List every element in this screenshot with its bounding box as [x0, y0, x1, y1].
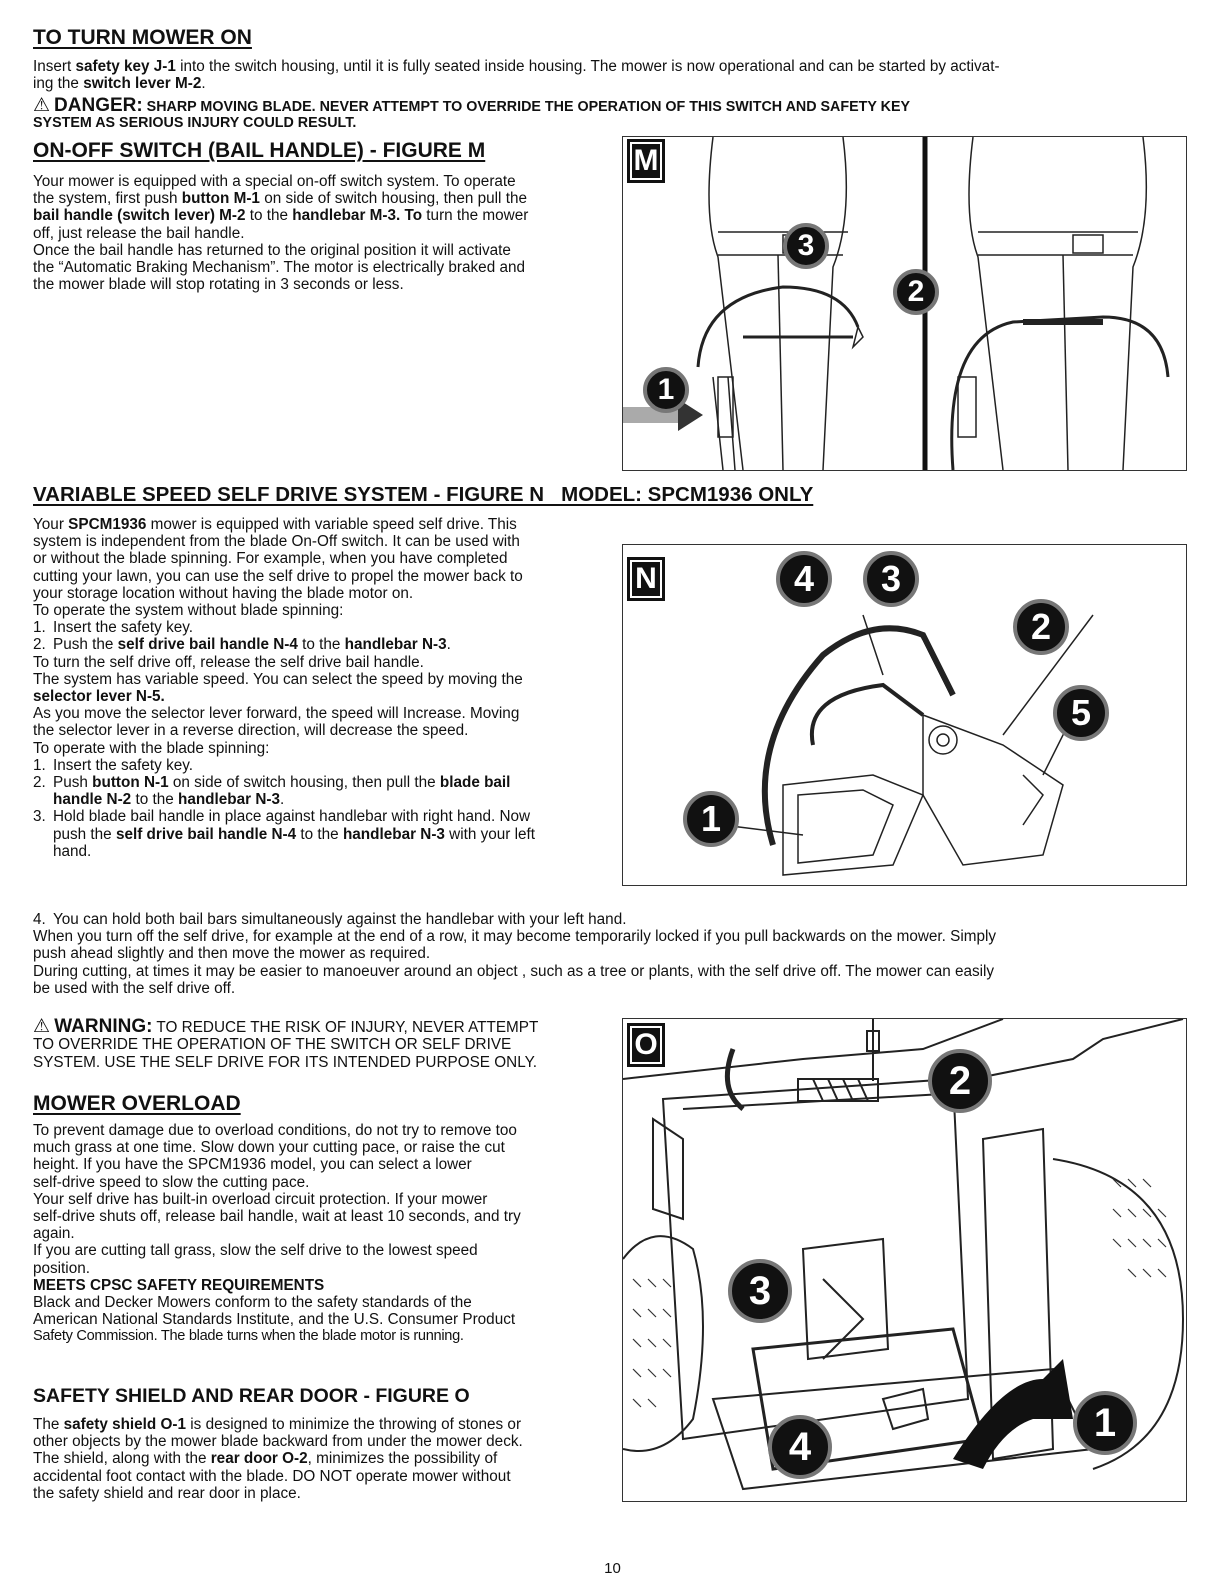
warning-triangle-icon: ⚠ [33, 95, 51, 117]
self-drive-footer-paragraph [33, 911, 1203, 997]
text: again. [33, 1225, 75, 1243]
step-number: 1. [33, 756, 46, 774]
text: to the [296, 825, 343, 843]
section-turn-on [33, 26, 1193, 131]
text: push the [53, 825, 116, 843]
text: the “Automatic Braking Mechanism”. The motor is electrically braked and [33, 259, 525, 277]
step-number: 2. [33, 636, 46, 654]
text: Hold blade bail handle in place against handlebar with right hand. Now [53, 808, 531, 826]
text: position. [33, 1259, 90, 1277]
callout-2: 2 [1013, 599, 1069, 655]
bold-term: safety shield O-1 [63, 1416, 187, 1433]
text: with your left [444, 825, 536, 843]
text: . [279, 791, 285, 809]
text: Insert the safety key. [53, 619, 194, 637]
text: or without the blade spinning. For example, when you have completed [33, 550, 508, 568]
text: is designed to minimize the throwing of stones or [186, 1416, 522, 1433]
callout-3: 3 [863, 551, 919, 607]
text: When you turn off the self drive, for example at the end of a row, it may become temporarily locked if you pull backwards on the mower. Simply [33, 928, 997, 946]
text: TO OVERRIDE THE OPERATION OF THE SWITCH OR SELF DRIVE [33, 1036, 512, 1054]
bold-term: rear door O-2 [210, 1450, 308, 1468]
danger-text: SHARP MOVING BLADE. NEVER ATTEMPT TO OVERRIDE THE OPERATION OF THIS SWITCH AND SAFETY KEY [142, 99, 911, 116]
callout-1: 1 [683, 791, 739, 847]
text: If you are cutting tall grass, slow the self drive to the lowest speed [33, 1242, 478, 1260]
section-mower-overload [33, 1092, 633, 1346]
warning-triangle-icon: ⚠ [33, 1016, 51, 1037]
text: Your [33, 516, 69, 533]
step-number: 3. [33, 808, 46, 826]
text: Your self drive has built-in overload circuit protection. If your mower [33, 1190, 488, 1208]
text: To operate the system without blade spinning: [33, 602, 344, 620]
text: much grass at one time. Slow down your cutting pace, or raise the cut [33, 1139, 505, 1157]
self-drive-paragraph [33, 516, 623, 860]
figure-m [622, 136, 1187, 471]
heading-safety-shield: SAFETY SHIELD AND REAR DOOR - FIGURE O [33, 1385, 470, 1407]
text: Safety Commission. The blade turns when the blade motor is running. [33, 1328, 464, 1345]
shield-paragraph [33, 1416, 633, 1502]
warning-notice [33, 1018, 633, 1071]
bold-term: handlebar N-3 [344, 636, 447, 654]
step-number: 4. [33, 911, 46, 928]
text: your storage location without having the blade motor on. [33, 584, 414, 602]
section-onoff-switch [33, 139, 623, 293]
heading-mower-overload: MOWER OVERLOAD [33, 1092, 241, 1115]
text: Insert [33, 58, 76, 75]
text: on side of switch housing, then pull the [168, 774, 440, 792]
page-number: 10 [604, 1560, 621, 1577]
text: . [446, 636, 451, 654]
text: on side of switch housing, then pull the [259, 190, 527, 208]
text: To turn the self drive off, release the self drive bail handle. [33, 653, 424, 671]
bold-term: handlebar N-3 [177, 791, 280, 809]
text: Insert the safety key. [53, 756, 194, 774]
text: system is independent from the blade On-Off switch. It can be used with [33, 533, 520, 551]
step-number: 2. [33, 774, 46, 792]
callout-4: 4 [768, 1415, 832, 1479]
heading-onoff-switch: ON-OFF SWITCH (BAIL HANDLE) - FIGURE M [33, 139, 486, 162]
bold-term: self drive bail handle N-4 [115, 825, 297, 843]
text: cutting your lawn, you can use the self drive to propel the mower back to [33, 567, 523, 585]
bold-term: bail handle (switch lever) M-2 [33, 207, 246, 225]
figure-letter-n: N [627, 557, 665, 601]
text: Push [53, 774, 93, 792]
callout-2: 2 [928, 1049, 992, 1113]
callout-4: 4 [776, 551, 832, 607]
text: You can hold both bail bars simultaneously against the handlebar with your left hand. [53, 911, 627, 928]
step-number: 1. [33, 619, 46, 637]
text: self-drive speed to slow the cutting pace. [33, 1173, 310, 1191]
text: The [33, 1416, 64, 1433]
text: Push the [53, 636, 118, 654]
bold-term: handle N-2 [53, 791, 132, 809]
text: off, just release the bail handle. [33, 224, 245, 242]
warning-label: WARNING: [54, 1016, 153, 1037]
text: . [201, 75, 206, 93]
text: To operate with the blade spinning: [33, 739, 270, 757]
section-safety-shield [33, 1384, 633, 1502]
callout-5: 5 [1053, 685, 1109, 741]
bold-term: handlebar N-3 [342, 825, 445, 843]
text: to the [131, 791, 178, 809]
bold-term: safety key J-1 [75, 58, 176, 75]
figure-letter-m: M [627, 139, 665, 183]
text: be used with the self drive off. [33, 979, 236, 997]
text: the selector lever in a reverse direction, will decrease the speed. [33, 722, 469, 740]
text: SYSTEM. USE THE SELF DRIVE FOR ITS INTENDED PURPOSE ONLY. [33, 1053, 538, 1071]
text: accidental foot contact with the blade. DO NOT operate mower without [33, 1467, 511, 1485]
text: Once the bail handle has returned to the original position it will activate [33, 241, 511, 259]
text: TO REDUCE THE RISK OF INJURY, NEVER ATTEMPT [152, 1019, 539, 1036]
text: height. If you have the SPCM1936 model, you can select a lower [33, 1156, 472, 1174]
text: The system has variable speed. You can select the speed by moving the [33, 670, 523, 688]
turn-on-paragraph [33, 58, 1193, 92]
text: American National Standards Institute, and the U.S. Consumer Product [33, 1311, 516, 1329]
danger-label: DANGER: [54, 95, 143, 117]
figure-letter-o: O [627, 1023, 665, 1067]
text: self-drive shuts off, release bail handle, wait at least 10 seconds, and try [33, 1208, 521, 1226]
text: mower is equipped with variable speed self drive. This [146, 516, 517, 533]
callout-3: 3 [783, 223, 829, 269]
text: , minimizes the possibility of [307, 1450, 498, 1468]
figure-n [622, 544, 1187, 886]
text: To prevent damage due to overload conditions, do not try to remove too [33, 1122, 517, 1139]
text: the system, first push [33, 190, 182, 208]
text: As you move the selector lever forward, the speed will Increase. Moving [33, 705, 520, 723]
text: ing the [33, 75, 84, 93]
bold-term: blade bail [439, 774, 511, 792]
callout-1: 1 [1073, 1391, 1137, 1455]
text: push ahead slightly and then move the mower as required. [33, 945, 431, 963]
heading-turn-mower-on: TO TURN MOWER ON [33, 26, 252, 49]
text: to the [297, 636, 345, 654]
bold-term: button N-1 [92, 774, 169, 792]
text: turn the mower [422, 207, 529, 225]
cpsc-heading: MEETS CPSC SAFETY REQUIREMENTS [33, 1276, 325, 1294]
overload-paragraph [33, 1122, 633, 1346]
text: hand. [53, 842, 92, 860]
heading-self-drive: VARIABLE SPEED SELF DRIVE SYSTEM - FIGURE N MODEL: SPCM1936 ONLY [33, 483, 814, 506]
text: into the switch housing, until it is fully seated inside housing. The mower is now operational and can be started by activat- [175, 58, 1000, 75]
bold-term: selector lever N-5. [33, 688, 165, 706]
text: the mower blade will stop rotating in 3 seconds or less. [33, 276, 404, 294]
figure-o [622, 1018, 1187, 1502]
text: The shield, along with the [33, 1450, 211, 1468]
danger-notice [33, 95, 1193, 132]
section-self-drive [33, 483, 1193, 507]
callout-1: 1 [643, 367, 689, 413]
bold-term: button M-1 [181, 190, 260, 208]
bold-term: SPCM1936 [68, 516, 147, 533]
text: the safety shield and rear door in place. [33, 1484, 301, 1502]
text: Your mower is equipped with a special on-off switch system. To operate [33, 173, 516, 190]
onoff-paragraph [33, 173, 623, 293]
bold-term: handlebar M-3. [292, 207, 401, 225]
bold-term: switch lever M-2 [83, 75, 202, 93]
callout-2: 2 [893, 269, 939, 315]
text: During cutting, at times it may be easier to manoeuver around an object , such as a tree or plants, with the self drive off. The mower can easily [33, 962, 995, 980]
danger-text: SYSTEM AS SERIOUS INJURY COULD RESULT. [33, 115, 357, 132]
text: to the [245, 207, 293, 225]
text: other objects by the mower blade backward from under the mower deck. [33, 1433, 523, 1451]
bold-term: self drive bail handle N-4 [117, 636, 298, 654]
bold-term: To [400, 207, 423, 225]
text: Black and Decker Mowers conform to the safety standards of the [33, 1294, 472, 1312]
callout-3: 3 [728, 1259, 792, 1323]
